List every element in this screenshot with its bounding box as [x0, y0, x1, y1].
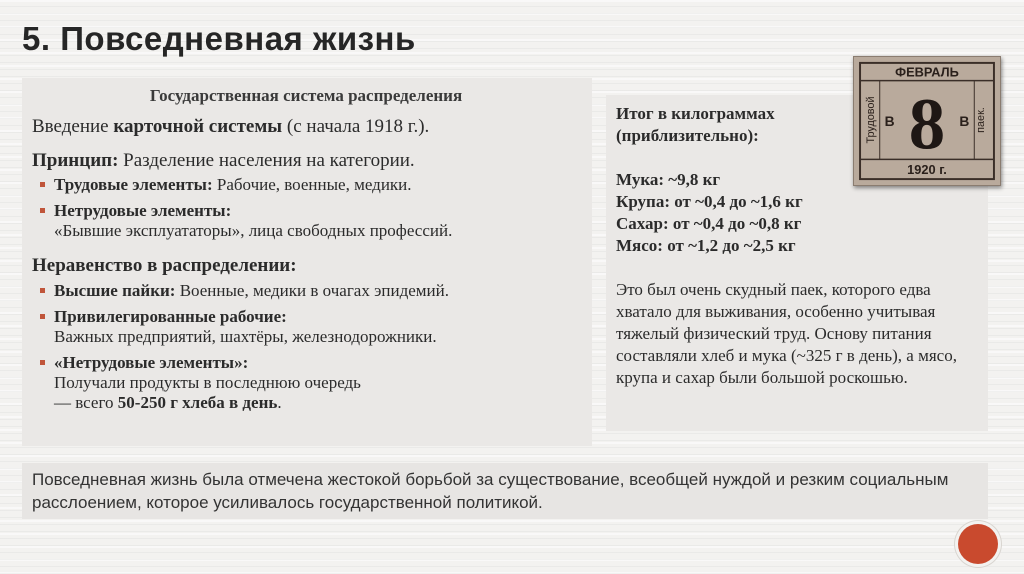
card-letter-left: В — [884, 113, 895, 129]
item-text: Важных предприятий, шахтёры, железнодорожники. — [54, 327, 437, 346]
slide-title: 5. Повседневная жизнь — [22, 20, 416, 57]
navigation-button[interactable] — [958, 524, 998, 564]
card-month: ФЕВРАЛЬ — [895, 64, 959, 80]
item-text: Рабочие, военные, медики. — [212, 175, 412, 194]
item-label: Привилегированные рабочие: — [54, 307, 287, 326]
intro-bold: карточной системы — [113, 116, 283, 137]
line2-prefix: — всего — [54, 393, 118, 412]
item-text: Военные, медики в очагах эпидемий. — [175, 281, 449, 300]
principle-text — [32, 150, 580, 172]
item-label: «Нетрудовые элементы»: — [54, 353, 249, 372]
panel-subheading: Государственная система распределения — [149, 86, 463, 105]
ration-card-svg — [854, 57, 1000, 185]
item-text-line2 — [54, 393, 580, 413]
distribution-system-panel — [22, 78, 592, 446]
line2-suffix: . — [277, 393, 282, 412]
item-label: Высшие пайки: — [54, 281, 176, 300]
summary-note: Это был очень скудный паек, которого едва хватало для выживания, особенно учитывая тяжелый физический труд. Основу питания составляли хлеб и мука (~325 г в день), а мясо, крупа и сахар были большой роскошью. — [616, 280, 957, 387]
list-item — [54, 175, 580, 195]
list-item — [54, 307, 580, 347]
inequality-list — [32, 281, 580, 413]
principle-label: Принцип: — [32, 150, 119, 171]
card-year: 1920 г. — [907, 162, 947, 178]
list-item — [54, 281, 580, 301]
line2-bold: 50-250 г хлеба в день — [117, 393, 278, 412]
list-item: Мясо: от ~1,2 до ~2,5 кг — [616, 236, 796, 255]
list-item: Крупа: от ~0,4 до ~1,6 кг — [616, 192, 803, 211]
ration-card-image — [853, 56, 1001, 186]
intro-prefix: Введение — [32, 116, 114, 137]
list-item — [54, 353, 580, 413]
card-number: 8 — [908, 83, 946, 165]
principle-body: Разделение населения на категории. — [118, 150, 415, 171]
card-left-vertical: Трудовой — [864, 96, 877, 144]
list-item: Мука: ~9,8 кг — [616, 170, 721, 189]
item-label: Нетрудовые элементы: — [54, 201, 232, 220]
category-list — [32, 175, 580, 241]
inequality-heading: Неравенство в распределении: — [32, 255, 297, 276]
list-item: Сахар: от ~0,4 до ~0,8 кг — [616, 214, 802, 233]
intro-text — [32, 116, 580, 138]
conclusion-text: Повседневная жизнь была отмечена жестокой борьбой за существование, всеобщей нуждой и резким социальным расслоением, которое усиливалось государственной политикой. — [22, 463, 988, 519]
card-right-vertical: паек. — [975, 107, 988, 133]
summary-heading: Итог в килограммах (приблизительно): — [616, 104, 775, 145]
item-text: «Бывшие эксплуататоры», лица свободных профессий. — [54, 221, 453, 240]
intro-suffix: (с начала 1918 г.). — [282, 116, 430, 137]
list-item — [54, 201, 580, 241]
item-label: Трудовые элементы: — [54, 175, 213, 194]
card-letter-right: В — [959, 113, 970, 129]
item-text-line1: Получали продукты в последнюю очередь — [54, 373, 361, 392]
